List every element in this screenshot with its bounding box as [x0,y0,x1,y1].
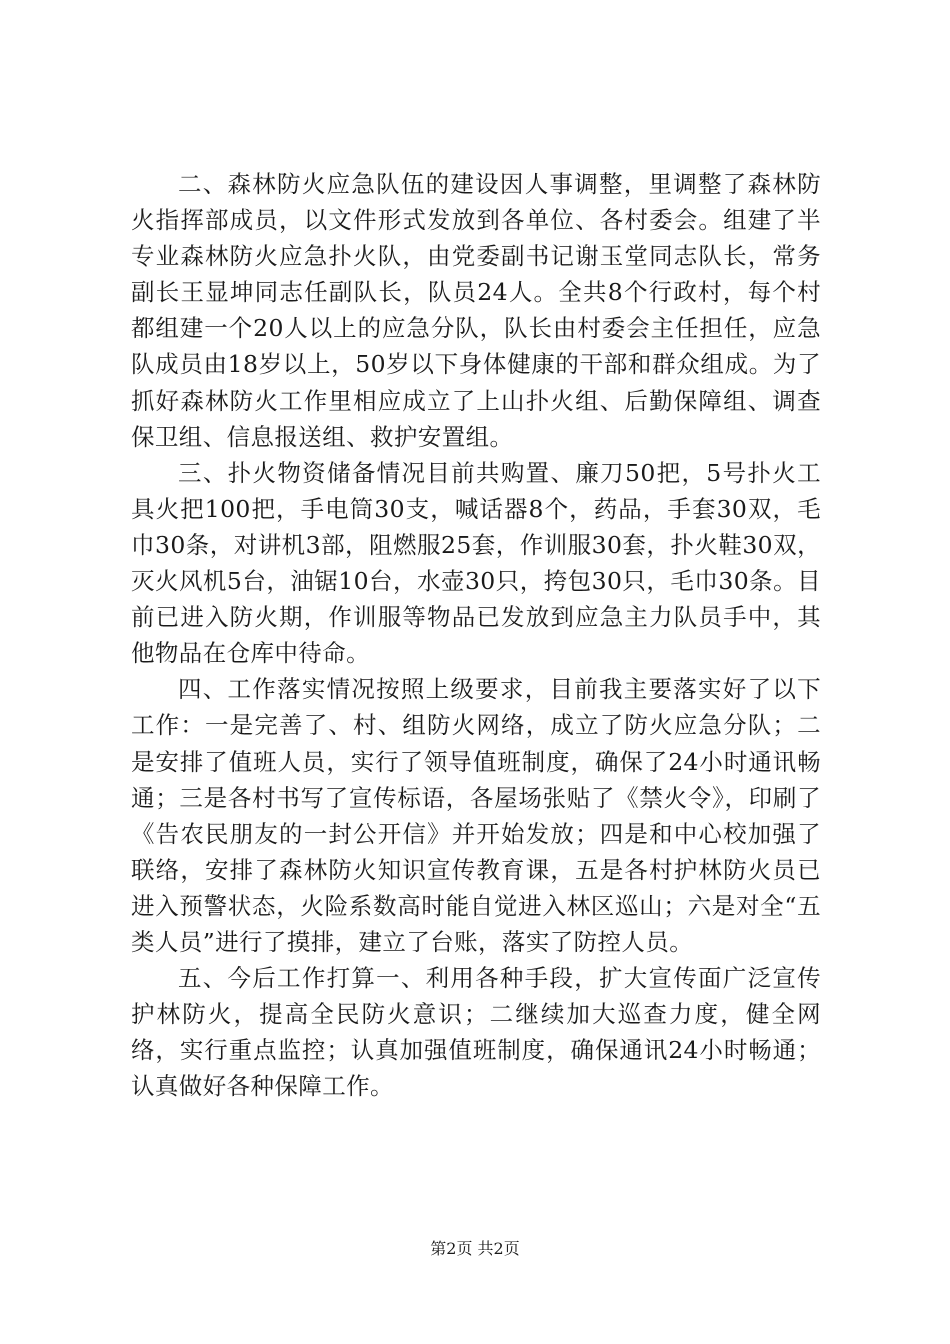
paragraph-team-building: 二、森林防火应急队伍的建设因人事调整，里调整了森林防火指挥部成员，以文件形式发放到各单位、各村委会。组建了半专业森林防火应急扑火队，由党委副书记谢玉堂同志队长，常务副长王显坤同志任副队长，队员24人。全共8个行政村，每个村都组建一个20人以上的应急分队，队长由村委会主任担任，应急队成员由18岁以上，50岁以下身体健康的干部和群众组成。为了抓好森林防火工作里相应成立了上山扑火组、后勤保障组、调查保卫组、信息报送组、救护安置组。 [131,170,821,451]
paragraph-future-plans: 五、今后工作打算一、利用各种手段，扩大宣传面广泛宣传护林防火，提高全民防火意识；二继续加大巡查力度，健全网络，实行重点监控；认真加强值班制度，确保通讯24小时畅通；认真做好各种保障工作。 [131,964,821,1101]
page-number-footer: 第2页 共2页 [430,1239,520,1258]
document-body [131,166,821,1104]
paragraph-implementation: 四、工作落实情况按照上级要求，目前我主要落实好了以下工作：一是完善了、村、组防火网络，成立了防火应急分队；二是安排了值班人员，实行了领导值班制度，确保了24小时通讯畅通；三是各村书写了宣传标语，各屋场张贴了《禁火令》，印刷了《告农民朋友的一封公开信》并开始发放；四是和中心校加强了联络，安排了森林防火知识宣传教育课，五是各村护林防火员已进入预警状态，火险系数高时能自觉进入林区巡山；六是对全“五类人员”进行了摸排，建立了台账，落实了防控人员。 [131,675,821,956]
paragraph-supplies: 三、扑火物资储备情况目前共购置、廉刀50把，5号扑火工具火把100把，手电筒30支，喊话器8个，药品，手套30双，毛巾30条，对讲机3部，阻燃服25套，作训服30套，扑火鞋30双，灭火风机5台，油锯10台，水壶30只，挎包30只，毛巾30条。目前已进入防火期，作训服等物品已发放到应急主力队员手中，其他物品在仓库中待命。 [131,458,821,668]
